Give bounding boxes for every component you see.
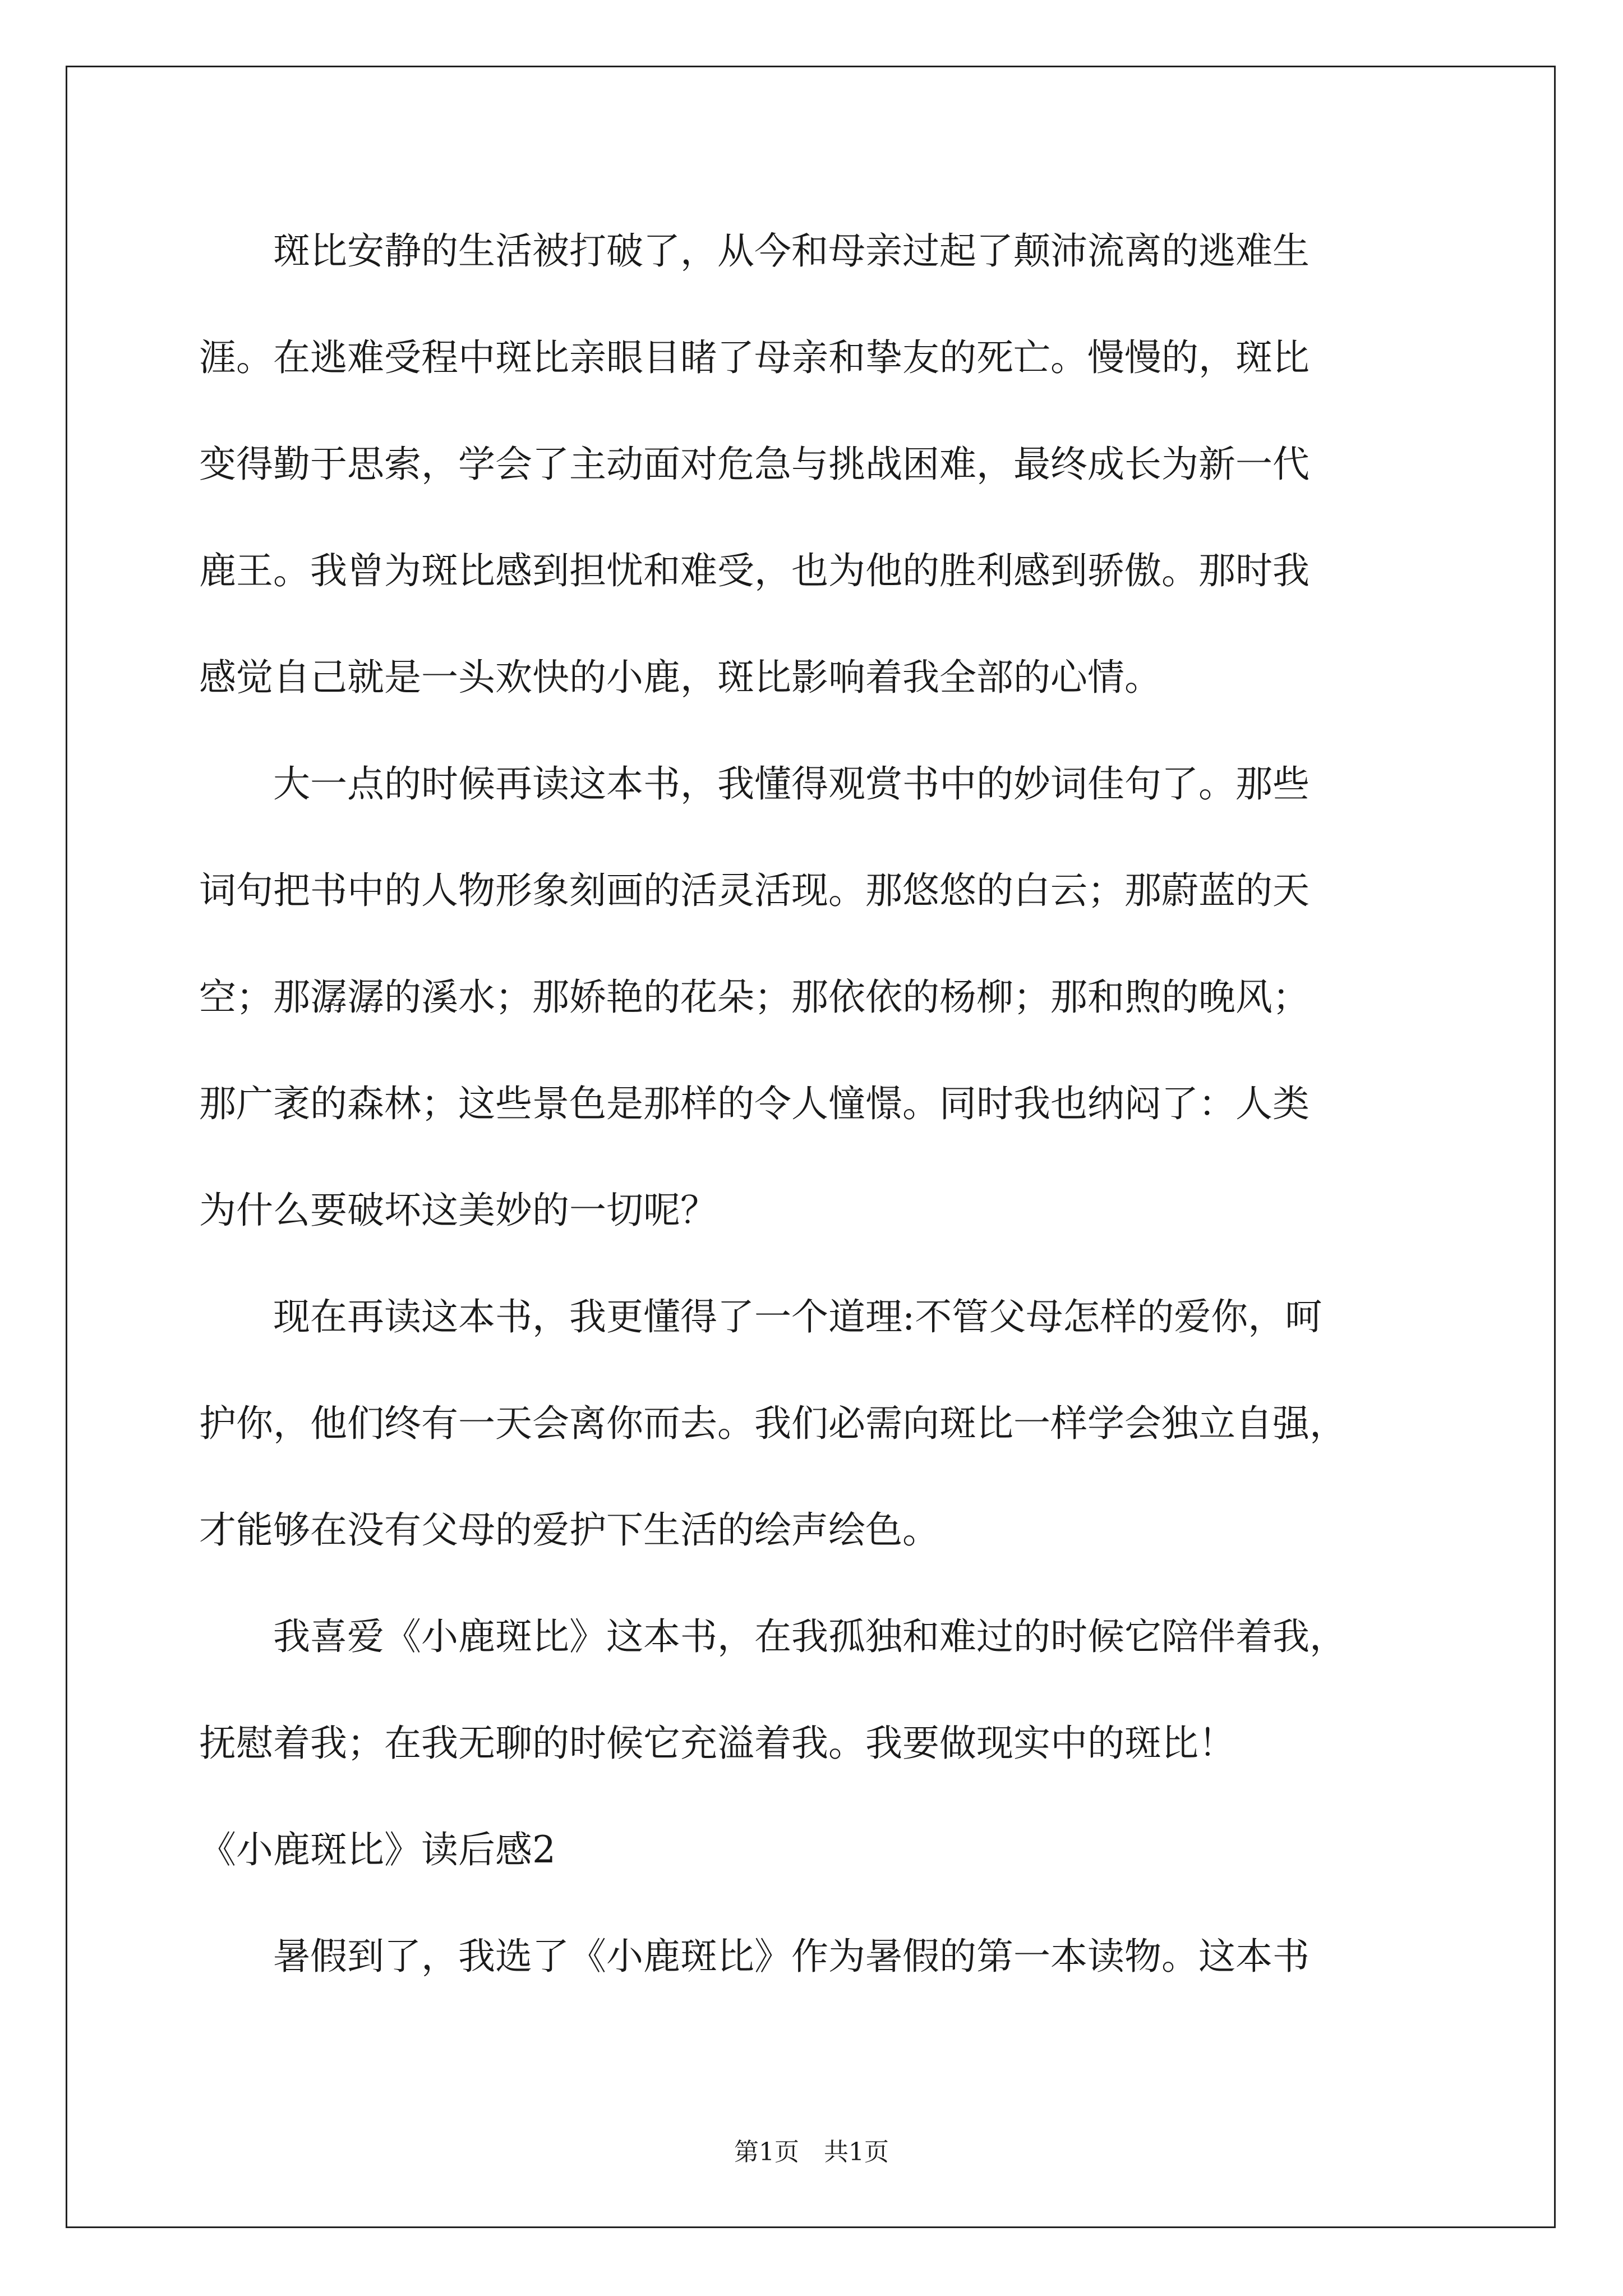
text-line: 大一点的时候再读这本书，我懂得观赏书中的妙词佳句了。那些 xyxy=(199,762,1310,806)
text-line: 涯。在逃难受程中斑比亲眼目睹了母亲和挚友的死亡。慢慢的，斑比 xyxy=(199,336,1310,379)
page-border xyxy=(66,66,1556,2228)
text-line: 词句把书中的人物形象刻画的活灵活现。那悠悠的白云；那蔚蓝的天 xyxy=(199,869,1310,912)
page-footer: 第1页 共1页 xyxy=(734,2138,889,2166)
text-line: 鹿王。我曾为斑比感到担忧和难受，也为他的胜利感到骄傲。那时我 xyxy=(199,549,1310,592)
text-line: 空；那潺潺的溪水；那娇艳的花朵；那依依的杨柳；那和煦的晚风； xyxy=(199,976,1310,1019)
text-line: 斑比安静的生活被打破了，从今和母亲过起了颠沛流离的逃难生 xyxy=(199,229,1310,273)
text-line: 为什么要破坏这美妙的一切呢？ xyxy=(199,1189,717,1232)
text-line: 暑假到了，我选了《小鹿斑比》作为暑假的第一本读物。这本书 xyxy=(199,1935,1310,1978)
section-heading: 《小鹿斑比》读后感2 xyxy=(199,1828,556,1871)
text-line: 那广袤的森林；这些景色是那样的令人憧憬。同时我也纳闷了：人类 xyxy=(199,1082,1310,1125)
text-line: 护你，他们终有一天会离你而去。我们必需向斑比一样学会独立自强， xyxy=(199,1402,1347,1445)
text-line: 我喜爱《小鹿斑比》这本书，在我孤独和难过的时候它陪伴着我， xyxy=(199,1615,1347,1658)
text-line: 变得勤于思索，学会了主动面对危急与挑战困难，最终成长为新一代 xyxy=(199,443,1310,486)
text-line: 才能够在没有父母的爱护下生活的绘声绘色。 xyxy=(199,1508,939,1552)
text-line: 感觉自己就是一头欢快的小鹿，斑比影响着我全部的心情。 xyxy=(199,656,1161,699)
text-line: 抚慰着我；在我无聊的时候它充溢着我。我要做现实中的斑比！ xyxy=(199,1722,1235,1765)
text-line: 现在再读这本书，我更懂得了一个道理:不管父母怎样的爱你，呵 xyxy=(199,1295,1322,1338)
